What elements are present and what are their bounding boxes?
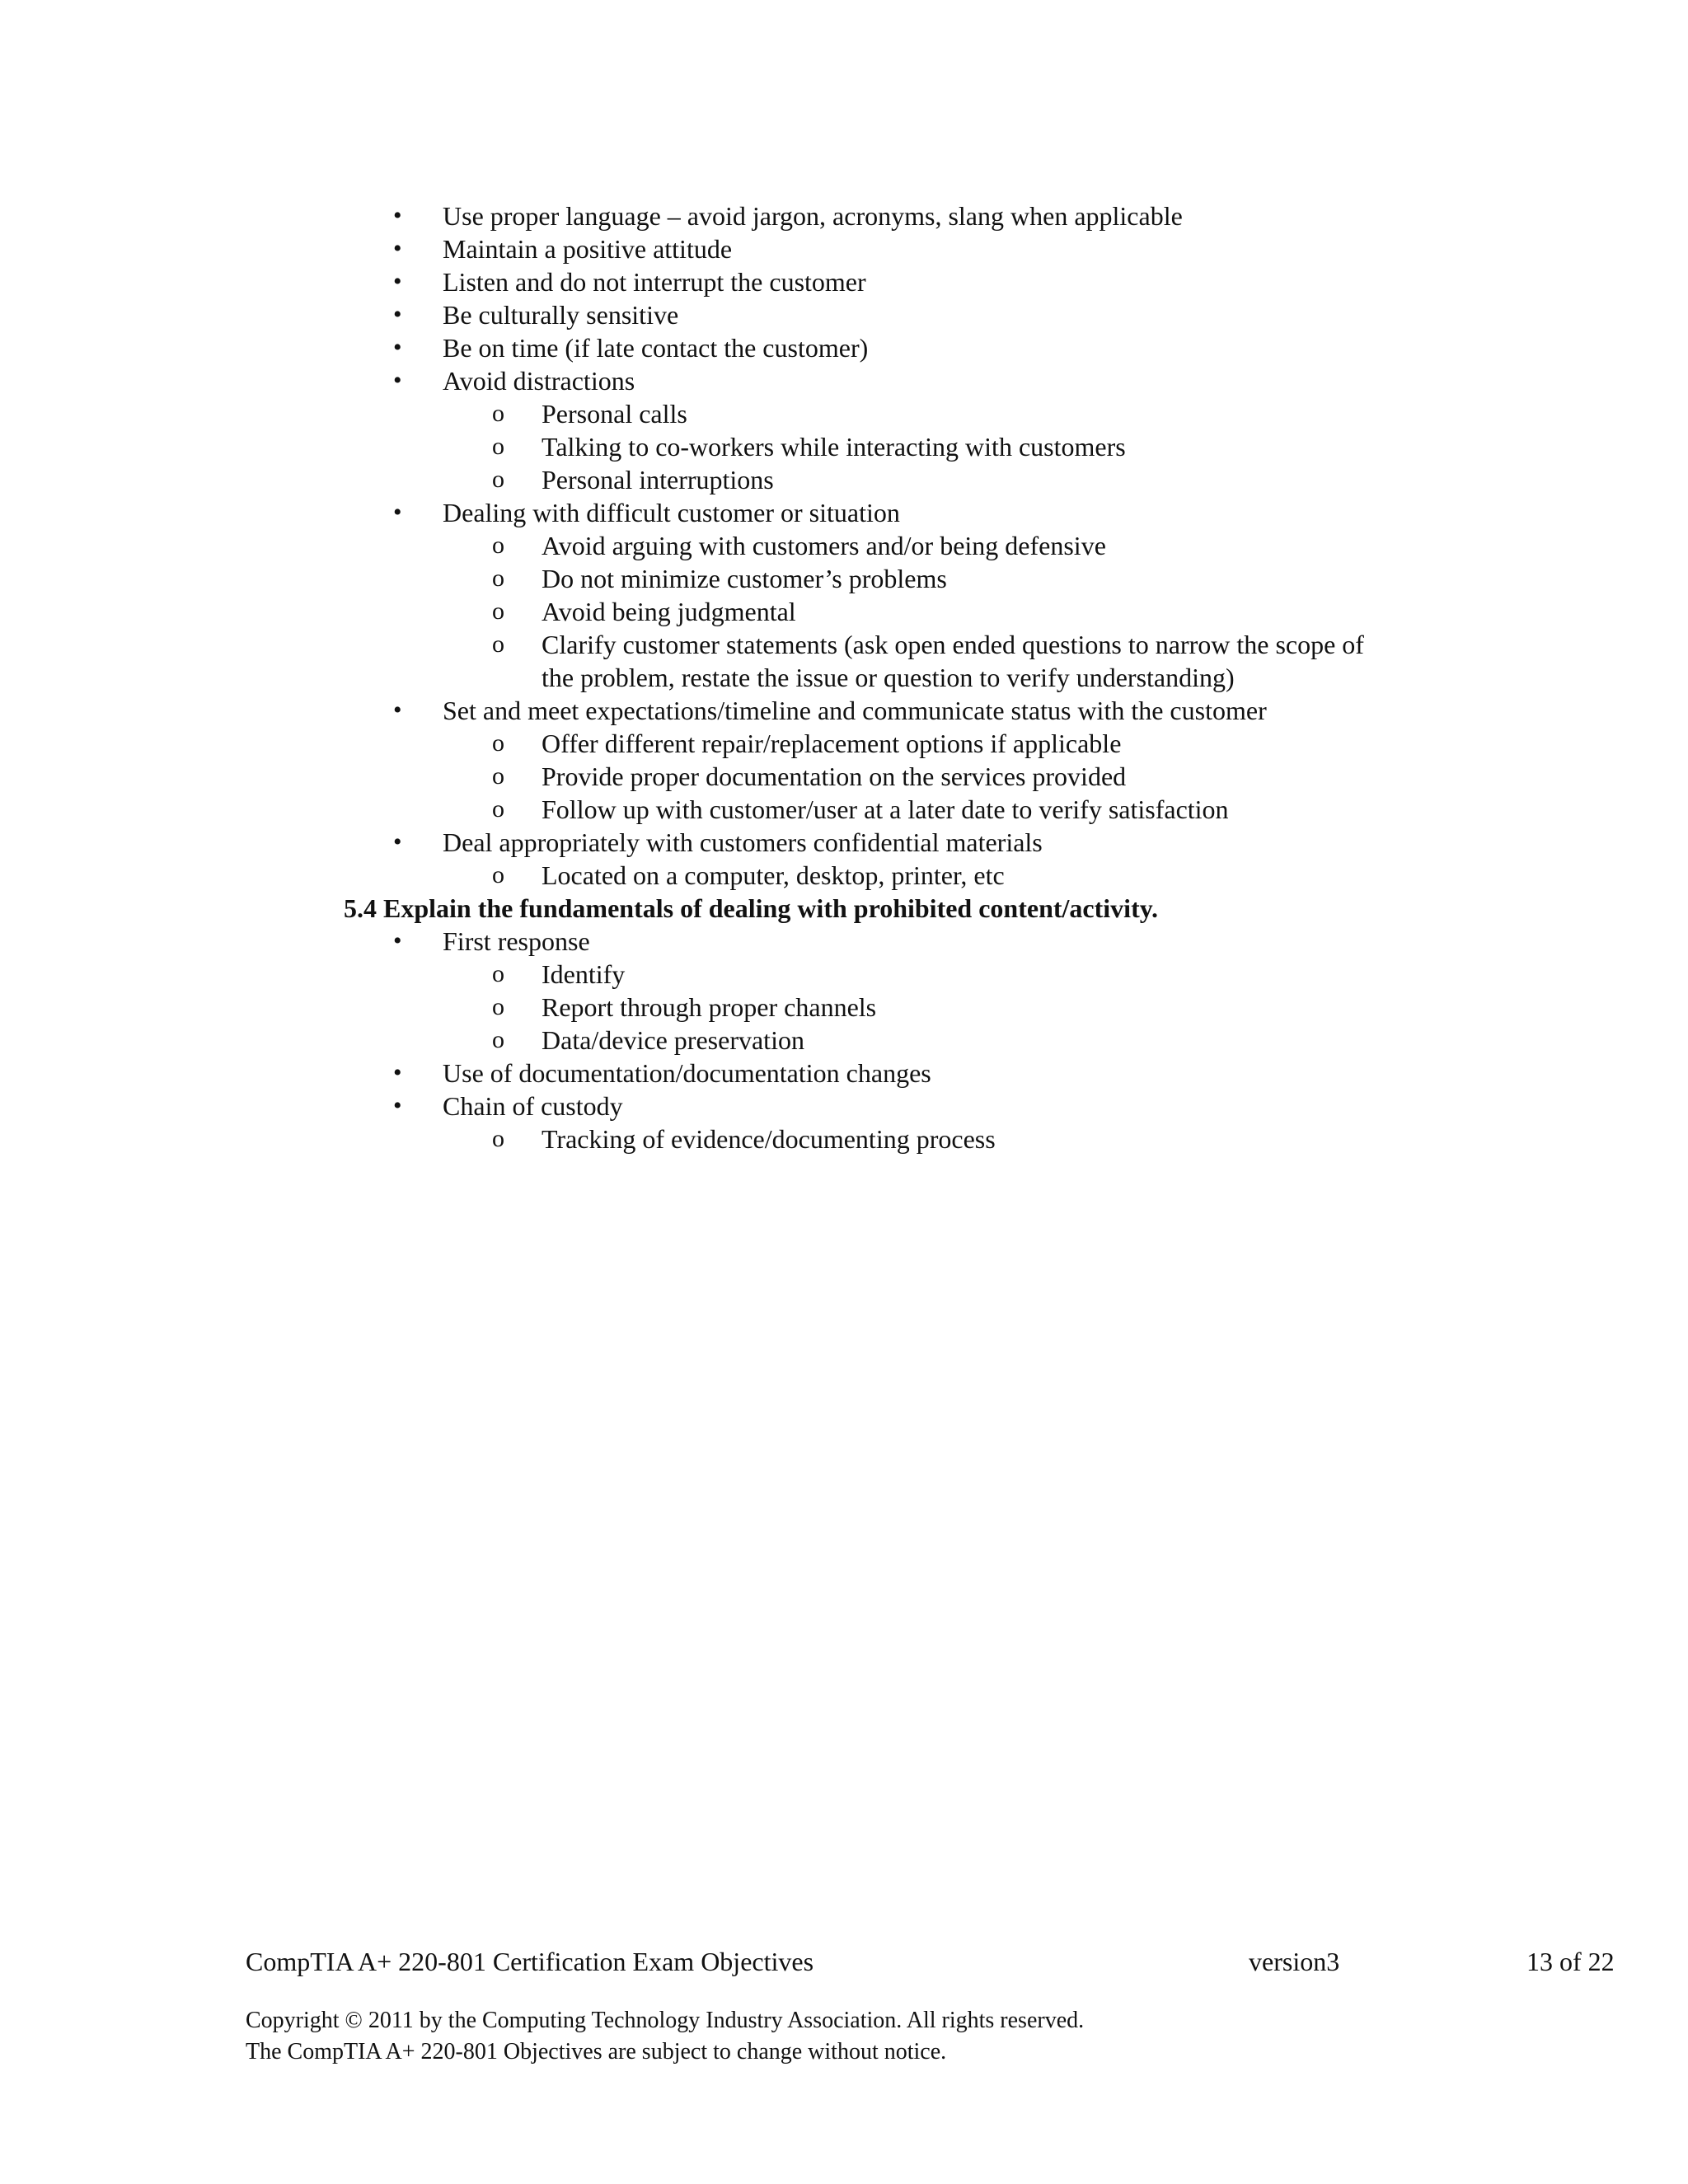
bullet-marker: • [393, 367, 402, 394]
list-item-text: Set and meet expectations/timeline and communicate status with the customer [443, 696, 1267, 725]
sub-bullet-marker: o [492, 795, 504, 823]
list-item [0, 562, 1688, 595]
sub-item-text: Identify [542, 959, 626, 989]
sub-item-text: Avoid arguing with customers and/or being defensive [542, 531, 1106, 560]
sub-item-text: Talking to co-workers while interacting with customers [542, 432, 1126, 462]
list-item-text: Be on time (if late contact the customer) [443, 333, 869, 363]
list-item [0, 265, 1688, 298]
bullet-marker: • [393, 268, 402, 295]
footer-version: version3 [1249, 1947, 1340, 1976]
list-item [0, 991, 1688, 1024]
list-item-text: Chain of custody [443, 1091, 623, 1121]
list-item [0, 199, 1688, 232]
sub-bullet-marker: o [492, 762, 504, 790]
list-item [0, 595, 1688, 628]
list-item-text: Avoid distractions [443, 366, 635, 396]
sub-item-text: the problem, restate the issue or question to verify understanding) [542, 663, 1235, 692]
sub-bullet-marker: o [492, 1026, 504, 1053]
bullet-marker: • [393, 235, 402, 262]
bullet-marker: • [393, 1092, 402, 1119]
sub-bullet-marker: o [492, 565, 504, 592]
section-heading: 5.4 Explain the fundamentals of dealing with prohibited content/activity. [344, 893, 1158, 923]
copyright-notice: Copyright © 2011 by the Computing Technology Industry Association. All rights reserved. [246, 2008, 1085, 2033]
sub-bullet-marker: o [492, 861, 504, 888]
sub-bullet-marker: o [492, 960, 504, 987]
list-item [0, 925, 1688, 958]
list-item-text: Deal appropriately with customers confidential materials [443, 827, 1043, 857]
sub-bullet-marker: o [492, 433, 504, 460]
list-item-text: Maintain a positive attitude [443, 234, 733, 264]
list-item [0, 430, 1688, 463]
sub-bullet-marker: o [492, 1125, 504, 1152]
bullet-marker: • [393, 301, 402, 328]
list-item [0, 397, 1688, 430]
sub-item-text: Do not minimize customer’s problems [542, 564, 947, 593]
list-item [0, 364, 1688, 397]
sub-bullet-marker: o [492, 400, 504, 427]
footer-page-number: 13 of 22 [1526, 1947, 1615, 1976]
list-item [0, 628, 1688, 661]
sub-bullet-marker: o [492, 729, 504, 757]
list-item [0, 958, 1688, 991]
sub-item-text: Tracking of evidence/documenting process [542, 1124, 996, 1154]
bullet-marker: • [393, 1059, 402, 1086]
list-item [0, 1024, 1688, 1057]
list-item [0, 793, 1688, 826]
sub-bullet-marker: o [492, 993, 504, 1020]
change-notice: The CompTIA A+ 220-801 Objectives are subject to change without notice. [246, 2039, 947, 2064]
list-item [0, 298, 1688, 331]
bullet-marker: • [393, 334, 402, 361]
list-item-text: Listen and do not interrupt the customer [443, 267, 866, 297]
objectives-list [0, 199, 1688, 1155]
list-item-text: Be culturally sensitive [443, 300, 679, 330]
bullet-marker: • [393, 499, 402, 526]
sub-item-text: Data/device preservation [542, 1025, 804, 1055]
list-item [0, 661, 1688, 694]
list-item [0, 1122, 1688, 1155]
bullet-marker: • [393, 828, 402, 855]
list-item [0, 331, 1688, 364]
list-item-text: Dealing with difficult customer or situation [443, 498, 900, 527]
sub-item-text: Located on a computer, desktop, printer, etc [542, 860, 1005, 890]
sub-bullet-marker: o [492, 466, 504, 493]
list-item [0, 529, 1688, 562]
bullet-marker: • [393, 927, 402, 954]
list-item-text: First response [443, 926, 590, 956]
list-item [0, 463, 1688, 496]
list-item-text: Use proper language – avoid jargon, acronyms, slang when applicable [443, 201, 1183, 231]
list-item [0, 760, 1688, 793]
sub-item-text: Personal calls [542, 399, 687, 429]
list-item [0, 1057, 1688, 1090]
list-item [0, 1090, 1688, 1122]
sub-bullet-marker: o [492, 598, 504, 625]
sub-item-text: Personal interruptions [542, 465, 774, 494]
sub-item-text: Offer different repair/replacement options if applicable [542, 729, 1122, 758]
bullet-marker: • [393, 696, 402, 724]
section-heading-line [0, 892, 1688, 925]
list-item [0, 826, 1688, 859]
sub-item-text: Provide proper documentation on the services provided [542, 762, 1127, 791]
sub-item-text: Report through proper channels [542, 992, 877, 1022]
sub-item-text: Avoid being judgmental [542, 597, 796, 626]
sub-item-text: Clarify customer statements (ask open ended questions to narrow the scope of [542, 630, 1364, 659]
list-item [0, 496, 1688, 529]
bullet-marker: • [393, 202, 402, 229]
list-item [0, 859, 1688, 892]
sub-item-text: Follow up with customer/user at a later date to verify satisfaction [542, 794, 1229, 824]
sub-bullet-marker: o [492, 532, 504, 559]
list-item [0, 727, 1688, 760]
list-item [0, 232, 1688, 265]
list-item [0, 694, 1688, 727]
footer-title: CompTIA A+ 220-801 Certification Exam Objectives [246, 1947, 814, 1976]
list-item-text: Use of documentation/documentation changes [443, 1058, 931, 1088]
sub-bullet-marker: o [492, 630, 504, 658]
